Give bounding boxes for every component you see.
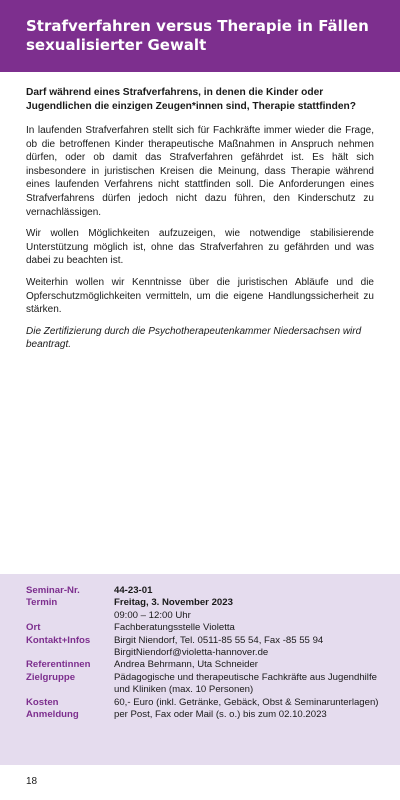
info-row-ort	[26, 622, 394, 634]
info-row-seminar-nr	[26, 585, 394, 597]
page-title: Strafverfahren versus Therapie in Fällen sexualisierter Gewalt	[26, 17, 369, 54]
info-row-referentinnen	[26, 659, 394, 671]
info-row-zielgruppe	[26, 672, 394, 697]
kontakt-email-link[interactable]: BirgitNiendorf@violetta-hannover.de	[114, 647, 269, 659]
info-row-kontakt	[26, 635, 394, 647]
referentinnen-label: Referentinnen	[26, 659, 91, 671]
referentinnen-value: Andrea Behrmann, Uta Schneider	[114, 659, 258, 671]
kosten-value: 60,- Euro (inkl. Getränke, Gebäck, Obst & Seminarunterlagen)	[114, 696, 379, 708]
paragraph-3: Weiterhin wollen wir Kenntnisse über die juristischen Abläufe und die Opferschutzmöglichkeiten vermitteln, um die eigene Handlungssicherheit zu stärken.	[26, 276, 374, 316]
seminar-nr-label: Seminar-Nr.	[26, 585, 80, 596]
info-row-kontakt-email	[26, 647, 394, 659]
kontakt-label: Kontakt+Infos	[26, 634, 91, 646]
info-row-anmeldung	[26, 709, 394, 721]
ort-value: Fachberatungsstelle Violetta	[114, 622, 235, 634]
kontakt-phone: Birgit Niendorf, Tel. 0511-85 55 54, Fax -85 55 94	[114, 634, 324, 646]
page-header	[0, 0, 400, 72]
termin-label: Termin	[26, 597, 58, 609]
paragraph-1: In laufenden Strafverfahren stellt sich für Fachkräfte immer wieder die Frage, ob die betroffenen Kinder therapeutische Maßnahmen in Anspruch nehmen dürfen, oder ob damit das Strafverfahren gefährdet ist. Es hält sich insbesondere in juristischen Kreisen die Meinung, dass Therapie während eines laufenden Verfahrens nicht stattfinden soll. Die Anforderungen eines Strafverfahrens dürfen jedoch nicht dazu führen, den Kinderschutz zu vernachlässigen.	[26, 125, 374, 218]
main-content	[26, 86, 374, 360]
seminar-nr-value: 44-23-01	[114, 585, 153, 596]
seminar-info-table	[26, 585, 394, 721]
ort-label: Ort	[26, 622, 41, 634]
anmeldung-value: per Post, Fax oder Mail (s. o.) bis zum 02.10.2023	[114, 709, 327, 721]
page-number: 18	[26, 776, 38, 787]
info-row-kosten	[26, 697, 394, 709]
lead-question: Darf während eines Strafverfahrens, in denen die Kinder oder Jugendlichen die einzigen Zeugen*innen sind, Therapie stattfinden?	[26, 87, 356, 112]
certification-note: Die Zertifizierung durch die Psychotherapeutenkammer Niedersachsen wird beantragt.	[26, 325, 362, 351]
zielgruppe-value: Pädagogische und therapeutische Fachkräfte aus Jugendhilfe und Kliniken (max. 10 Personen)	[114, 671, 377, 696]
info-row-termin-time	[26, 610, 394, 622]
zielgruppe-label: Zielgruppe	[26, 671, 76, 683]
info-row-termin	[26, 597, 394, 609]
kosten-label: Kosten	[26, 696, 59, 708]
paragraph-2: Wir wollen Möglichkeiten aufzuzeigen, wie notwendige stabilisierende Unterstützung möglich ist, ohne das Strafverfahren zu gefährden und was dabei zu beachten ist.	[26, 228, 374, 267]
termin-time: 09:00 – 12:00 Uhr	[114, 609, 191, 621]
termin-date: Freitag, 3. November 2023	[114, 597, 233, 609]
anmeldung-label: Anmeldung	[26, 709, 79, 721]
seminar-info-box	[0, 574, 400, 765]
